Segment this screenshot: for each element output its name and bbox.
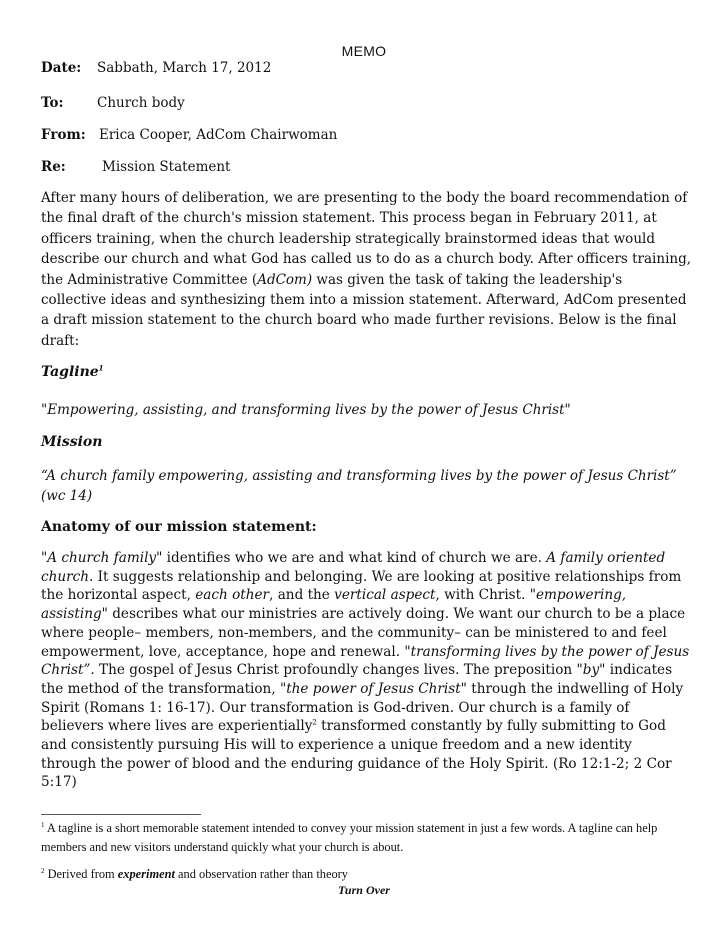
intro-text-1: After many hours of deliberation, we are presenting to the body the board recommendation of the final draft of the church's mission statement. This process began in February 2011, at officers training, when the church leadership strategically brainstormed ideas that would describe our church and what God has called us to do as a church body. After officers training, the Administrative Committee ( [41,190,692,288]
anatomy-text: , and the [269,587,335,604]
tagline-text: "Empowering, assisting, and transforming lives by the power of Jesus Christ" [41,402,571,418]
tagline-footnote-mark: 1 [98,363,104,373]
re-line [41,157,231,177]
anatomy-text: , with Christ. " [435,587,536,604]
from-label: From: [41,127,86,143]
re-label: Re: [41,159,66,175]
anatomy-text: The gospel of Jesus Christ profoundly changes lives. The preposition " [94,662,583,679]
to-label: To: [41,95,64,111]
anatomy-heading: Anatomy of our mission statement: [41,519,317,535]
mission-text: “A church family empowering, assisting and transforming lives by the power of Jesus Christ” (wc 14) [41,468,677,505]
anatomy-phrase-family-oriented: A family oriented church. [41,550,666,585]
anatomy-phrase-church-family: "A church family" [41,550,163,566]
anatomy-phrase-transforming: "transforming lives by the power of Jesus Christ”. [41,643,690,679]
to-line [41,93,185,113]
footnote-2-emphasis: experiment [117,867,175,881]
anatomy-phrase-empowering: empowering, assisting" [41,587,627,623]
date-label: Date: [41,60,82,76]
anatomy-text: " indicates the method of the transformation, " [41,662,673,697]
anatomy-phrase-vertical-aspect: vertical aspect [334,587,436,604]
anatomy-paragraph [41,549,691,792]
footnote-2 [41,865,691,884]
mission-heading: Mission [41,434,103,450]
footnote-1-text: A tagline is a short memorable statement intended to convey your mission statement in just a few words. A tagline can help members and new visitors understand quickly what your church is about. [41,821,658,854]
footnote-2-text: and observation rather than theory [174,867,349,881]
anatomy-text: through the indwelling of Holy Spirit (Romans 1: 16-17). Our transformation is God-driven. Our church is a family of believers where lives are experientially [41,680,684,735]
intro-adcom: AdCom) [257,271,313,288]
footnote-2-mark: 2 [41,866,45,875]
to-value: Church body [97,95,185,111]
footnote-1 [41,819,691,857]
footnote-1-mark: 1 [41,820,45,829]
footnote-2-mark: 2 [312,718,317,727]
anatomy-text: describes what our ministries are actively doing. We want our church to be a place where people– members, non-members, and the community– can be ministered to and feel empowerment, love, acceptance, hope and renewal. [41,606,686,660]
tagline-heading-text: Tagline [41,364,99,380]
anatomy-text: transformed constantly by fully submitting to God and consistently pursuing His will to experience a unique freedom and a new identity through the power of blood and the enduring guidance of the Holy Spirit. (Ro 12:1-2; 2 Cor 5:17) [41,718,672,791]
anatomy-phrase-each-other: each other [195,587,270,604]
anatomy-phrase-power: the power of Jesus Christ" [286,680,467,697]
footnote-divider [41,814,201,815]
footnote-2-text: Derived from [44,867,118,881]
tagline-heading [41,364,104,380]
intro-paragraph [41,188,691,351]
date-value: Sabbath, March 17, 2012 [97,60,272,76]
from-line [41,125,338,145]
turn-over-note: Turn Over [338,883,390,897]
anatomy-text: It suggests relationship and belonging. We are looking at positive relationships from the horizontal aspect, [41,568,682,604]
re-value: Mission Statement [102,159,231,175]
date-line [41,58,272,78]
anatomy-phrase-by: by [582,662,600,679]
anatomy-text: identifies who we are and what kind of church we are. [162,550,547,566]
from-value: Erica Cooper, AdCom Chairwoman [99,127,338,143]
memo-title: MEMO [341,43,387,59]
intro-text-2: was given the task of taking the leadership's collective ideas and synthesizing them into a mission statement. Afterward, AdCom presented a draft mission statement to the church board who made further revisions. Below is the final draft: [41,271,687,349]
